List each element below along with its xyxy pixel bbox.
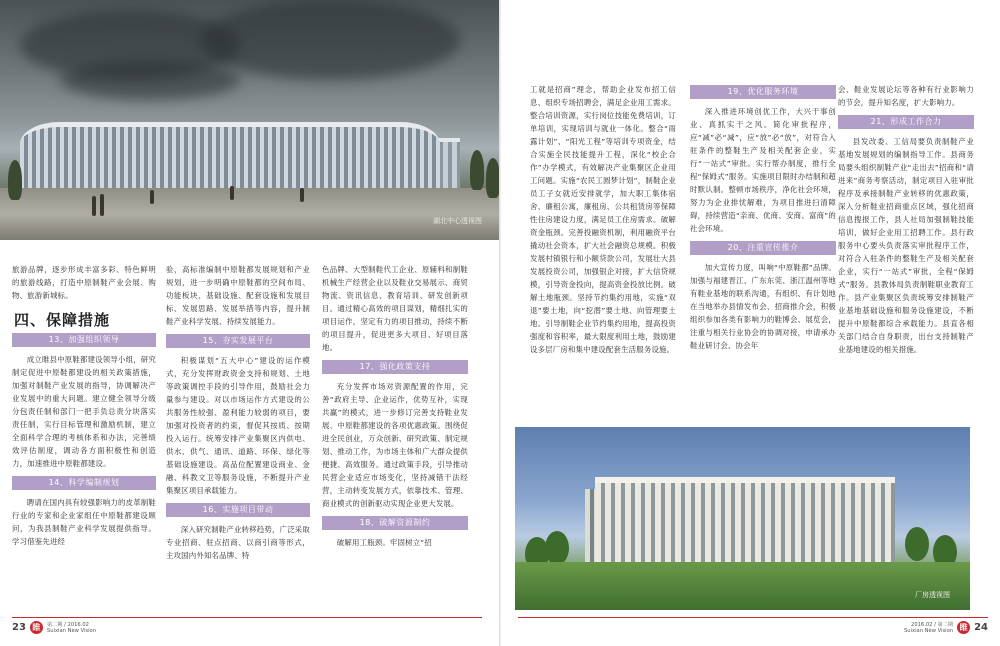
right-magazine-name: Suixian New Vision (903, 627, 954, 634)
right-footer (904, 621, 988, 634)
left-issue-text: 第二期 / 2016.02 (46, 621, 89, 628)
left-footer-rule (12, 617, 482, 618)
section-16-title: 16、实施项目带动 (166, 503, 310, 517)
magazine-logo-icon: 睢 (957, 621, 970, 634)
right-col-1 (530, 83, 676, 356)
left-col-3 (322, 263, 468, 549)
right-col-3 (838, 83, 974, 356)
photo2-caption: 厂房透视图 (915, 591, 950, 599)
section-16-body-cont: 色品牌、大型制鞋代工企业、原辅料和制鞋机械生产经营企业以及鞋业交易展示、商贸物流、资讯信息、教育培训、研发创新项目。通过精心高效的项目谋划，精细扎实的项目运作，坚定有力的项目推动，持续不断的项目提升，促进更多大项目、好项目落地。 (322, 265, 468, 352)
section-18-body: 破解用工瓶颈。牢固树立“招 (336, 538, 432, 547)
photo1-caption: 湖北中心透视图 (433, 217, 482, 225)
section-15-body: 积极谋划“五大中心”建设的运作模式，充分发挥财政资金支持和规划、土地等政策调控手段的引导作用，鼓励社会力量参与建设。对以市场运作方式建设的公共服务性较强、盈利能力较弱的项目，要加强对投资者的约束，督促其按质、按期投入运行。统筹安排产业集聚区内供电、供水、供气、通讯、道路、环保、绿化等基础设施建设。高品位配置建设商业、金融、科教文卫等服务设施，不断提升产业集聚区项目承载能力。 (166, 356, 310, 495)
left-magazine-name: Suixian New Vision (46, 627, 97, 634)
right-page-number: 24 (974, 622, 988, 633)
right-magazine-info (904, 622, 953, 634)
section-14-body-cont: 验，高标准编制中原鞋都发展规划和产业规划，进一步明确中原鞋都的空间布局、功能板块、基础设施、配套设施和发展目标、发展思路、发展举措等内容，提升制鞋产业科学发展、持续发展能力。 (166, 265, 310, 326)
intro-paragraph: 旅游品牌，逐步形成丰富多彩、特色鲜明的旅游线路，打造中原制鞋产业会展、购物、旅游新城标。 (12, 265, 156, 300)
right-footer-rule (518, 617, 988, 618)
left-magazine-info (47, 622, 96, 634)
section-18-title: 18、破解资源制约 (322, 516, 468, 530)
section-17-body: 充分发挥市场对资源配置的作用，完善“政府主导、企业运作，优势互补，实现共赢”的模式，进一步修订完善支持鞋业发展、中原鞋都建设的各项优惠政策。围绕促进全民创业，万众创新、研究政策、制定规划、推动工作，为市场主体和广大群众提供便捷、高效服务。通过政策手段，引导推动民营企业适应市场变化，坚持减错干法经营，主动转变发展方式，依靠技术、管理、商业模式的创新驱动实现企业更大发展。 (322, 382, 468, 508)
section-15-title: 15、夯实发展平台 (166, 334, 310, 348)
section-17-title: 17、强化政策支持 (322, 360, 468, 374)
section-19-body: 深入推进环境创优工作，大兴干事创业、真抓实干之风。简化审批程序，应“减”必“减”，应“放”必“放”，对符合入驻条件的整鞋生产及相关配套企业，实行“一站式”审批。实行帮办制度，推行全程“保姆式”服务。实施项目限时办结制和超时默认制。整顿市场秩序，净化社会环境，努力为企业排忧解难，为项目推进扫清障碍，持续营造“亲商、优商、安商、富商”的社会环境。 (690, 107, 836, 233)
right-col-2 (690, 83, 836, 352)
left-footer (12, 621, 96, 634)
section-14-body: 聘请在国内具有较强影响力的皮革制鞋行业的专家和企业家组任中原鞋都建设顾问，为我县制鞋产业科学发展提供指导。学习借鉴先进经 (12, 498, 156, 546)
center-perspective-photo (0, 0, 500, 240)
section-19-title: 19、优化服务环境 (690, 85, 836, 99)
left-page-number: 23 (12, 622, 26, 633)
section-20-body-cont: 会、鞋业发展论坛等各种有行业影响力的节会，提升知名度，扩大影响力。 (838, 85, 974, 107)
left-col-2 (166, 263, 310, 562)
section-heading-safeguards: 四、保障措施 (14, 311, 111, 329)
section-20-title: 20、注重宣传推介 (690, 241, 836, 255)
section-13-body: 成立睢县中原鞋都建设领导小组，研究制定促进中原鞋都建设的相关政策措施，加强对制鞋产业发展的指导，协调解决产业发展中的重大问题。建立健全领导分级分包责任制和部门一把手负总责分块落实责任制，实行目标管理和激励机制，建立全面科学合理的考核体系和办法，完善绩效评估制度，调动各方面积极性和创造力，加速推进中原鞋都建设。 (12, 355, 156, 468)
section-20-body: 加大宣传力度，叫响“中原鞋都”品牌。加强与福建晋江、广东东莞、浙江温州等地有鞋业基地的联系沟通，有组织、有计划地在当地举办县情发布会、招商推介会，积极组织参加各类有影响力的鞋博会、展览会，注重与相关行业协会的协调对接，申请承办鞋业研讨会、协会年 (690, 263, 836, 350)
section-16-body: 深入研究制鞋产业转移趋势，广泛采取专业招商、驻点招商、以商引商等形式，主攻国内外知名品牌、特 (166, 525, 310, 560)
section-13-title: 13、加强组织领导 (12, 333, 156, 347)
magazine-logo-icon: 睢 (30, 621, 43, 634)
section-21-title: 21、形成工作合力 (838, 115, 974, 129)
left-col-1 (12, 263, 156, 548)
section-18-body-cont: 工就是招商”理念，帮助企业发布招工信息、组织专场招聘会，满足企业用工需求。整合培训资源，实行岗位技能免费培训，订单培训，实现培训与就业一体化。整合“雨露计划”、“阳光工程”等培训专项资金，结合实施全民技能提升工程，深化“校企合作”办学模式，有效解决产业集聚区企业用工问题。实施“农民工圆梦计划”，制鞋企业员工子女就近安排就学，加大职工集体宿舍、廉租公寓，廉租房、公共租赁房等保障性住房建设力度，满足员工住房需求。破解资金瓶颈。完善投融资机制，利用融资平台撬动社会资本，扩大社会融资总规模。积极发展村镇银行和小额贷款公司，发展壮大县发展投资公司，加强银企对接，扩大信贷规模，引导资金投向，提高资金投放比例。破解土地瓶颈。坚持节约集约用地，实施“双退”要土地，向“挖潜”要土地、向管理要土地。引导制鞋企业节约集约用地，提高投资强度和容积率，最大限度利用土地，鼓励建设多层厂房和集中建设配套生活服务设施。 (530, 85, 676, 354)
section-14-title: 14、科学编制规划 (12, 476, 156, 490)
right-issue-text: 2016.02 / 第二期 (911, 621, 954, 628)
factory-perspective-photo (515, 427, 970, 610)
section-21-body: 县发改委、工信局要负责制鞋产业基地发展规划的编制指导工作。县商务局要头组织制鞋产业“走出去”招商和“请进来”商务考察活动，制定项目入驻审批程序及承接制鞋产业转移的优惠政策，深入分析鞋业招商重点区域，强化招商信息搜报工作，县人社局加强制鞋技能培训，做好企业用工招聘工作。县行政服务中心要头负责落实审批程序工作，对符合入驻条件的整鞋生产及相关配套企业，实行“一站式”审批，全程“保姆式”服务。县教体局负责制鞋职业教育工作。县产业集聚区负责统筹安排制鞋产业基地基础设施和服务设施建设，不断提升中原鞋都综合承载能力。县直各相关部门结合自身职责，出台支持制鞋产业基地建设的相关措施。 (838, 137, 974, 354)
